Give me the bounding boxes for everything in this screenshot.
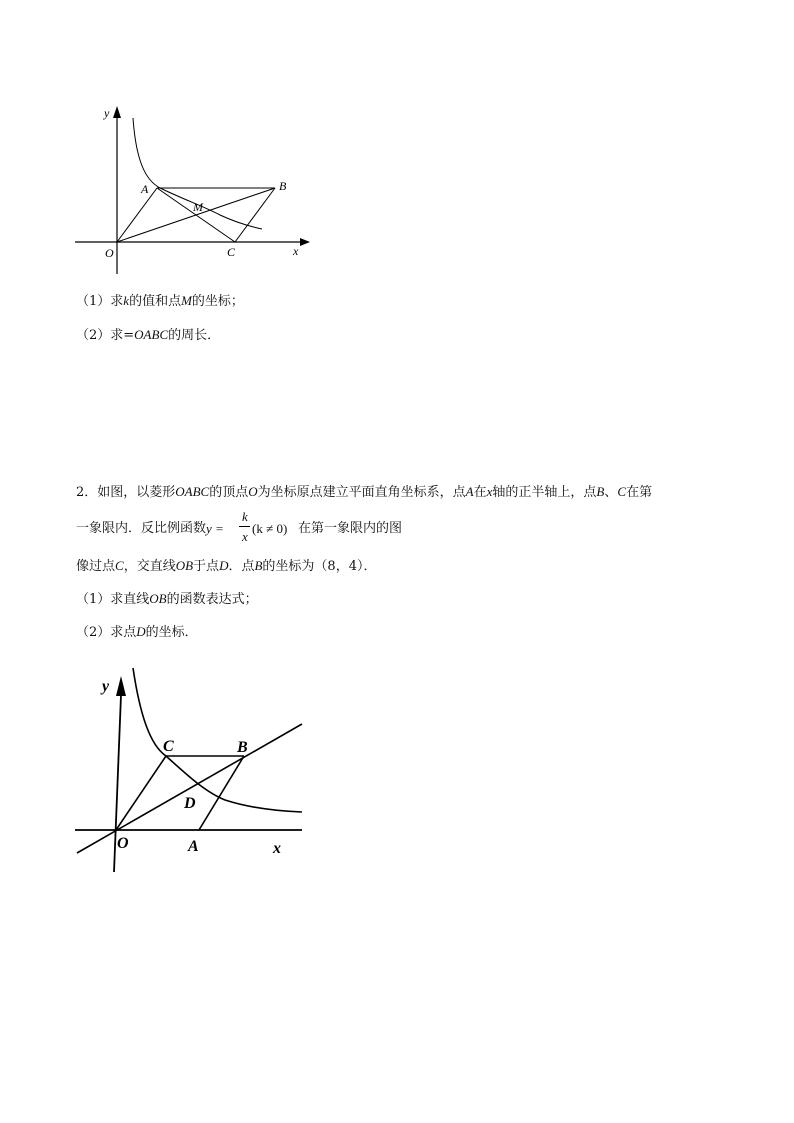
p2-s3: A [465, 484, 474, 499]
q1-point-M: M [181, 293, 192, 308]
equation-y: y = [206, 521, 224, 536]
point-label-D: D [184, 795, 196, 812]
point-label-C: C [163, 738, 174, 755]
q1-suffix: 的坐标； [191, 294, 244, 309]
segment-OA [117, 188, 157, 242]
q1-var-k: k [123, 293, 130, 308]
p2-s5: B [596, 484, 605, 499]
q1-prefix: （1）求 [76, 294, 124, 309]
p2-shape: OABC [175, 484, 210, 499]
x-axis-arrow [300, 238, 310, 246]
point-label-C: C [227, 245, 236, 259]
point-label-O: O [117, 835, 129, 852]
p2-s2: O [248, 484, 258, 499]
p2-q2-prefix: （2）求点 [76, 625, 137, 640]
fraction-bar [239, 526, 250, 527]
problem2-q2 [76, 624, 198, 641]
line-OB [77, 724, 302, 853]
p2-s4: x [486, 484, 493, 499]
problem2-line3 [76, 558, 376, 575]
p2-l3-s3: D [219, 558, 229, 573]
p2-l3-t3: ．点 [228, 559, 255, 574]
q2-prefix: （2）求= [76, 328, 135, 343]
y-axis-label: y [104, 106, 110, 120]
equation-condition: (k ≠ 0) [252, 521, 288, 536]
p2-t3: 在 [473, 485, 487, 500]
segment-OC [116, 756, 166, 830]
p2-l3-pre: 像过点 [76, 559, 116, 574]
p2-t5: 、 [604, 485, 618, 500]
diagonal-AC [157, 188, 235, 242]
p2-q1-prefix: （1）求直线 [76, 592, 150, 607]
q1-mid: 的值和点 [129, 294, 182, 309]
p2-q2-s: D [136, 624, 146, 639]
point-label-A: A [188, 838, 199, 855]
fraction-numerator: k [242, 509, 248, 524]
p2-q1-s: OB [149, 591, 167, 606]
point-label-B: B [279, 179, 287, 193]
q2-shape: OABC [134, 327, 169, 342]
p2-q2-suffix: 的坐标． [145, 625, 198, 640]
p2-l3-s2: OB [175, 558, 194, 573]
problem2-q1 [76, 591, 258, 608]
problem2-line1 [76, 484, 652, 501]
p2-s6: C [617, 484, 627, 499]
p2-l3-t1: ，交直线 [123, 559, 176, 574]
p2-t2: 为坐标原点建立平面直角坐标系，点 [257, 485, 466, 500]
problem1-q2 [76, 327, 220, 344]
problem2-line2-post: 在第一象限内的图 [298, 521, 403, 536]
segment-BA [199, 756, 244, 830]
figure-1 [60, 95, 380, 285]
p2-t4: 轴的正半轴上，点 [492, 485, 597, 500]
point-label-B: B [237, 739, 248, 756]
p2-l3-s1: C [115, 558, 124, 573]
p2-l3-t2: 于点 [193, 559, 220, 574]
y-axis-arrow [116, 676, 126, 696]
point-label-A: A [141, 182, 149, 196]
p2-t6: 在第 [626, 485, 653, 500]
problem1-q1 [76, 293, 244, 310]
p2-q1-suffix: 的函数表达式； [166, 592, 258, 607]
fraction-denominator: x [242, 529, 248, 544]
figure-2 [65, 665, 325, 880]
point-label-M: M [193, 200, 203, 214]
x-axis-label: x [293, 244, 299, 258]
p2-t1: 的顶点 [209, 485, 249, 500]
hyperbola-curve [133, 668, 302, 812]
p2-l2-pre: 一象限内．反比例函数 [76, 521, 207, 536]
p2-num: 2．如图，以菱形 [76, 485, 176, 500]
q2-suffix: 的周长． [168, 328, 221, 343]
p2-l3-s4: B [254, 558, 263, 573]
segment-BC [235, 188, 275, 242]
y-axis-label: y [102, 678, 110, 695]
p2-l3-t4: 的坐标为（8，4）． [262, 559, 377, 574]
point-label-O: O [105, 246, 114, 260]
x-axis-label: x [273, 840, 281, 857]
problem2-line2 [76, 521, 206, 537]
y-axis-arrow [113, 106, 121, 118]
